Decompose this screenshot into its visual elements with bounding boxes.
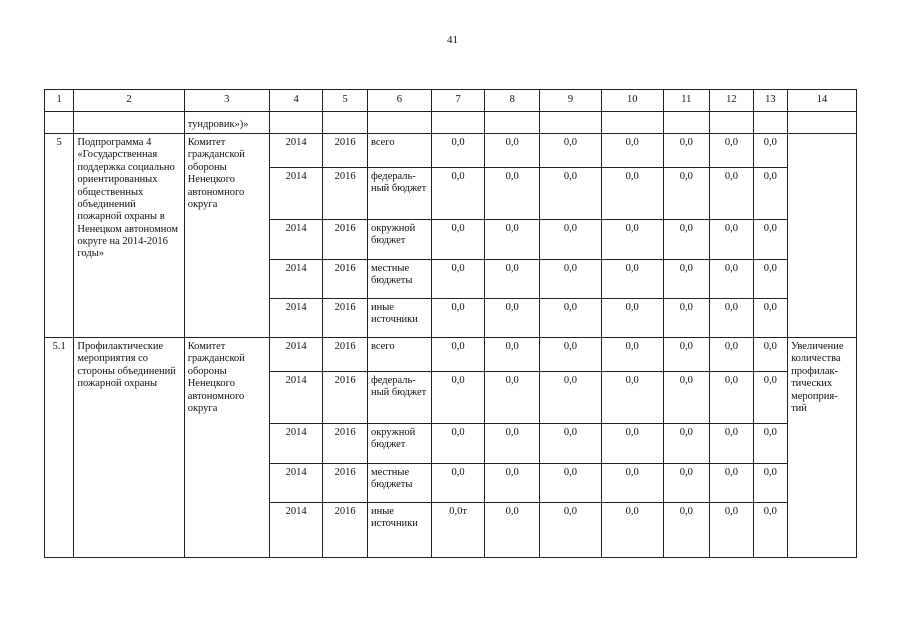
value-col-8: 0,0 [485,464,540,503]
value-col-7: 0,0 [431,299,485,338]
empty-cell [788,112,857,134]
end-year: 2016 [323,260,368,299]
value-col-9: 0,0 [540,220,602,260]
value-col-8: 0,0 [485,424,540,464]
value-col-7: 0,0 [431,260,485,299]
funding-source: федераль-ный бюджет [367,168,431,220]
empty-cell [485,112,540,134]
header-cell-12: 12 [710,90,754,112]
funding-source: окружной бюджет [367,424,431,464]
empty-cell [74,112,184,134]
funding-source: всего [367,134,431,168]
funding-source: всего [367,338,431,372]
value-col-11: 0,0 [663,372,710,424]
value-col-8: 0,0 [485,372,540,424]
value-col-9: 0,0 [540,260,602,299]
value-col-11: 0,0 [663,168,710,220]
empty-cell [323,112,368,134]
header-cell-8: 8 [485,90,540,112]
start-year: 2014 [269,372,323,424]
funding-source: федераль-ный бюджет [367,372,431,424]
value-col-7: 0,0 [431,464,485,503]
start-year: 2014 [269,220,323,260]
row-result [788,134,857,338]
value-col-13: 0,0 [753,464,787,503]
start-year: 2014 [269,260,323,299]
value-col-10: 0,0 [601,168,663,220]
value-col-10: 0,0 [601,134,663,168]
empty-cell [601,112,663,134]
value-col-13: 0,0 [753,503,787,558]
value-col-7: 0,0т [431,503,485,558]
start-year: 2014 [269,424,323,464]
end-year: 2016 [323,220,368,260]
value-col-12: 0,0 [710,424,754,464]
empty-cell [45,112,74,134]
value-col-12: 0,0 [710,168,754,220]
value-col-13: 0,0 [753,134,787,168]
value-col-10: 0,0 [601,299,663,338]
funding-source: местные бюджеты [367,464,431,503]
value-col-13: 0,0 [753,299,787,338]
header-cell-5: 5 [323,90,368,112]
funding-source: местные бюджеты [367,260,431,299]
value-col-9: 0,0 [540,134,602,168]
value-col-7: 0,0 [431,372,485,424]
funding-source: иные источники [367,299,431,338]
value-col-11: 0,0 [663,134,710,168]
value-col-12: 0,0 [710,134,754,168]
empty-cell [367,112,431,134]
header-cell-10: 10 [601,90,663,112]
value-col-12: 0,0 [710,464,754,503]
value-col-7: 0,0 [431,338,485,372]
value-col-13: 0,0 [753,338,787,372]
value-col-10: 0,0 [601,464,663,503]
value-col-13: 0,0 [753,424,787,464]
row-executor: Комитет гражданской обороны Ненецкого автономного округа [184,134,269,338]
row-number: 5 [45,134,74,338]
value-col-11: 0,0 [663,260,710,299]
table-row [45,134,857,168]
value-col-8: 0,0 [485,260,540,299]
value-col-10: 0,0 [601,220,663,260]
header-cell-9: 9 [540,90,602,112]
header-cell-2: 2 [74,90,184,112]
end-year: 2016 [323,372,368,424]
empty-cell [269,112,323,134]
value-col-12: 0,0 [710,260,754,299]
header-cell-4: 4 [269,90,323,112]
value-col-11: 0,0 [663,424,710,464]
value-col-9: 0,0 [540,299,602,338]
start-year: 2014 [269,168,323,220]
value-col-13: 0,0 [753,220,787,260]
value-col-12: 0,0 [710,338,754,372]
value-col-9: 0,0 [540,424,602,464]
header-cell-14: 14 [788,90,857,112]
value-col-10: 0,0 [601,503,663,558]
value-col-10: 0,0 [601,338,663,372]
row-title: Профилактические мероприятия со стороны объединений пожарной охраны [74,338,184,558]
header-cell-13: 13 [753,90,787,112]
value-col-13: 0,0 [753,168,787,220]
value-col-7: 0,0 [431,220,485,260]
table-body [45,90,857,558]
empty-cell [663,112,710,134]
end-year: 2016 [323,134,368,168]
row-number: 5.1 [45,338,74,558]
row-executor: Комитет гражданской обороны Ненецкого автономного округа [184,338,269,558]
start-year: 2014 [269,503,323,558]
empty-cell [540,112,602,134]
value-col-9: 0,0 [540,168,602,220]
value-col-11: 0,0 [663,299,710,338]
row-result: Увеличение количества профилак-тических мероприя-тий [788,338,857,558]
header-cell-3: 3 [184,90,269,112]
empty-cell [431,112,485,134]
start-year: 2014 [269,134,323,168]
table-row [45,338,857,372]
continuation-row [45,112,857,134]
value-col-10: 0,0 [601,260,663,299]
value-col-12: 0,0 [710,299,754,338]
value-col-9: 0,0 [540,372,602,424]
header-row [45,90,857,112]
value-col-7: 0,0 [431,134,485,168]
value-col-11: 0,0 [663,464,710,503]
value-col-8: 0,0 [485,299,540,338]
value-col-11: 0,0 [663,220,710,260]
end-year: 2016 [323,299,368,338]
value-col-11: 0,0 [663,503,710,558]
value-col-8: 0,0 [485,503,540,558]
value-col-13: 0,0 [753,372,787,424]
start-year: 2014 [269,338,323,372]
value-col-12: 0,0 [710,220,754,260]
value-col-9: 0,0 [540,503,602,558]
value-col-11: 0,0 [663,338,710,372]
value-col-10: 0,0 [601,372,663,424]
funding-source: окружной бюджет [367,220,431,260]
end-year: 2016 [323,503,368,558]
value-col-13: 0,0 [753,260,787,299]
funding-source: иные источники [367,503,431,558]
page-number: 41 [447,34,458,46]
value-col-9: 0,0 [540,464,602,503]
end-year: 2016 [323,424,368,464]
row-title: Подпрограмма 4 «Государственная поддержка социально ориентированных общественных объединений пожарной охраны в Ненецком автономном округе на 2014-2016 годы» [74,134,184,338]
value-col-7: 0,0 [431,424,485,464]
value-col-7: 0,0 [431,168,485,220]
end-year: 2016 [323,464,368,503]
value-col-8: 0,0 [485,134,540,168]
value-col-8: 0,0 [485,338,540,372]
start-year: 2014 [269,299,323,338]
budget-table [44,89,857,558]
value-col-12: 0,0 [710,503,754,558]
end-year: 2016 [323,168,368,220]
start-year: 2014 [269,464,323,503]
value-col-9: 0,0 [540,338,602,372]
header-cell-1: 1 [45,90,74,112]
header-cell-7: 7 [431,90,485,112]
header-cell-11: 11 [663,90,710,112]
value-col-8: 0,0 [485,220,540,260]
end-year: 2016 [323,338,368,372]
value-col-10: 0,0 [601,424,663,464]
empty-cell [753,112,787,134]
empty-cell [710,112,754,134]
continuation-text: тундровик»)» [184,112,269,134]
value-col-8: 0,0 [485,168,540,220]
header-cell-6: 6 [367,90,431,112]
value-col-12: 0,0 [710,372,754,424]
